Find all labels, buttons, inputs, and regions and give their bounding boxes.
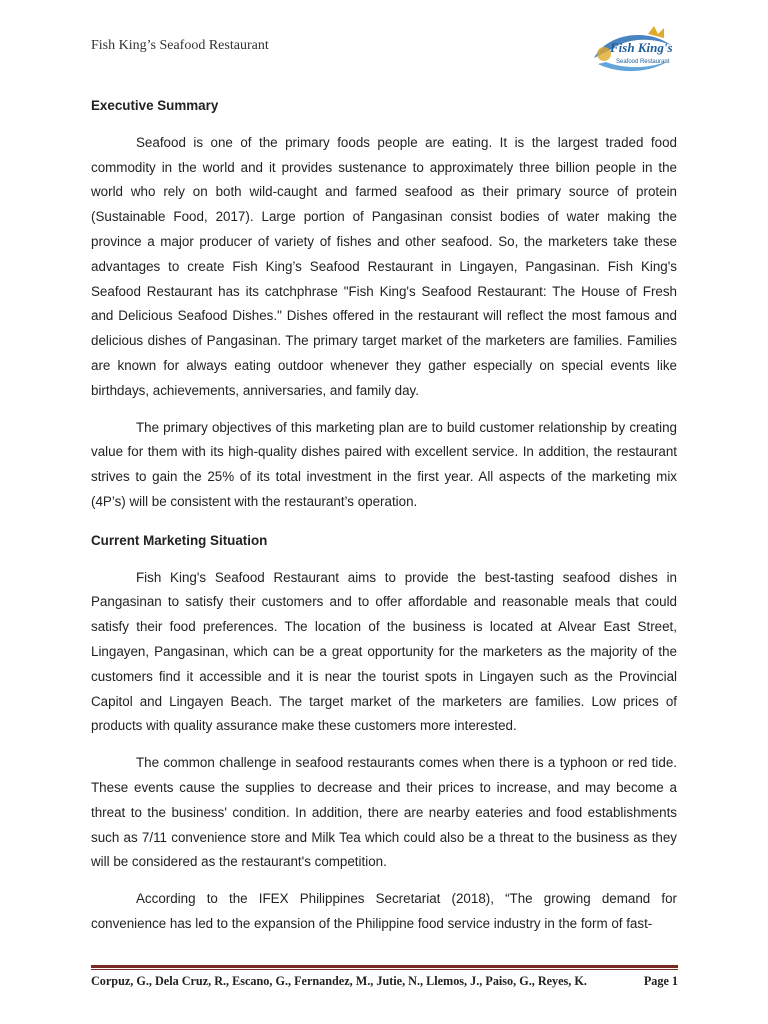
- footer-divider-thin: [91, 969, 678, 970]
- document-body: [91, 94, 677, 949]
- paragraph: The primary objectives of this marketing plan are to build customer relationship by creating value for them with its high-quality dishes paired with excellent service. In addition, the restaurant strives to gain the 25% of its total investment in the first year. All aspects of the marketing mix (4P’s) will be consistent with the restaurant’s operation.: [91, 419, 677, 509]
- paragraph: Seafood is one of the primary foods people are eating. It is the largest traded food commodity in the world and it provides sustenance to approximately three billion people in the world who rely on both wild-caught and farmed seafood as their primary source of protein (Sustainable Food, 2017). Large portion of Pangasinan consist bodies of water making the province a major producer of variety of fishes and other seafood. So, the marketers take these advantages to create Fish King’s Seafood Restaurant in Lingayen, Pangasinan. Fish King's Seafood Restaurant has its catchphrase "Fish King's Seafood Restaurant: The House of Fresh and Delicious Seafood Dishes." Dishes offered in the restaurant will reflect the most famous and delicious dishes of Pangasinan. The primary target market of the marketers are families. Families are known for always eating outdoor whenever they gather especially on special events like birthdays, achievements, anniversaries, and family day.: [91, 134, 677, 398]
- fish-king-logo-icon: [588, 24, 678, 80]
- section-heading-executive-summary: Executive Summary: [91, 98, 219, 113]
- footer-page-number: Page 1: [643, 974, 678, 988]
- svg-text:Seafood Restaurant: Seafood Restaurant: [616, 59, 670, 65]
- footer-authors: Corpuz, G., Dela Cruz, R., Escano, G., Fernandez, M., Jutie, N., Llemos, J., Paiso, G., Reyes, K.: [91, 974, 587, 988]
- svg-text:Fish King's: Fish King's: [610, 40, 673, 55]
- document-header-title: Fish King’s Seafood Restaurant: [91, 38, 269, 53]
- paragraph: According to the IFEX Philippines Secretariat (2018), “The growing demand for convenience has led to the expansion of the Philippine food service industry in the form of fast-: [91, 891, 677, 931]
- paragraph: The common challenge in seafood restaurants comes when there is a typhoon or red tide. These events cause the supplies to decrease and their prices to increase, and may become a threat to the business' condition. In addition, there are nearby eateries and food establishments such as 7/11 convenience store and Milk Tea which could also be a threat to the business as they will be considered as the restaurant's competition.: [91, 755, 677, 870]
- footer-divider-thick: [91, 965, 678, 968]
- section-heading-current-marketing-situation: Current Marketing Situation: [91, 532, 268, 548]
- paragraph: Fish King's Seafood Restaurant aims to provide the best-tasting seafood dishes in Pangasinan to satisfy their customers and to offer affordable and reasonable meals that could satisfy their food preferences. The location of the business is located at Alvear East Street, Lingayen, Pangasinan, which can be a great opportunity for the marketers as the majority of the customers find it accessible and it is near the tourist spots in Lingayen such as the Provincial Capitol and Lingayen Beach. The target market of the marketers are families. Low prices of products with quality assurance make these customers more interested.: [91, 569, 677, 734]
